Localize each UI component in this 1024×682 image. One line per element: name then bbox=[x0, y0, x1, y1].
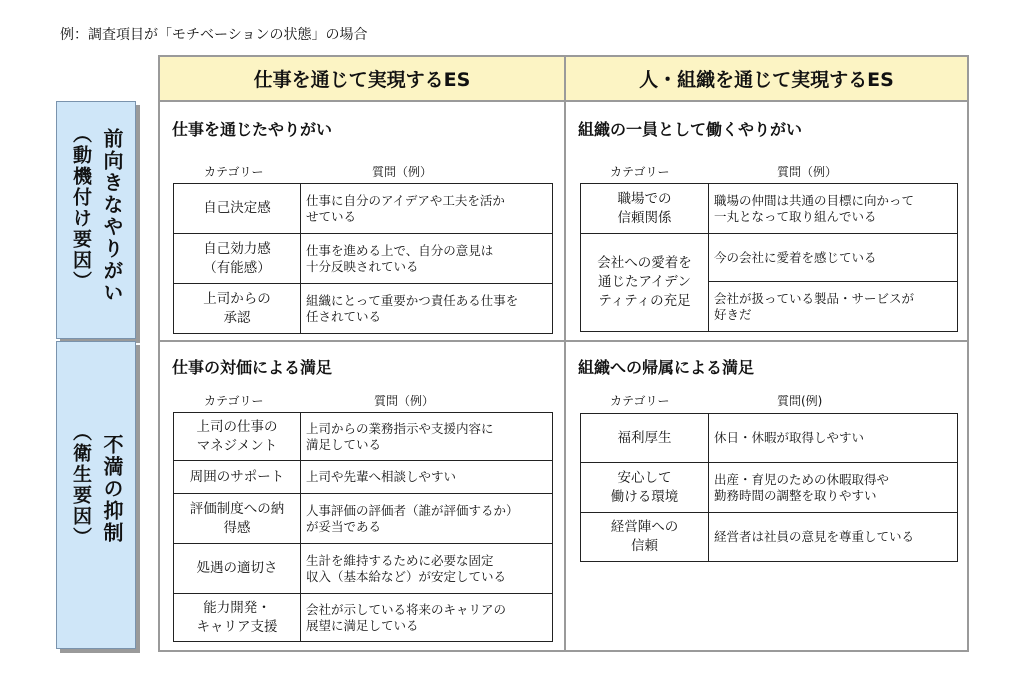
table-row bbox=[174, 234, 553, 284]
category-cell: 評価制度への納 得感 bbox=[174, 494, 301, 544]
column-header-organization: 人・組織を通じて実現するES bbox=[566, 57, 967, 102]
side-label-hygiene-sub: （衛生要因） bbox=[70, 422, 92, 548]
figure-caption: 例：調査項目が「モチベーションの状態」の場合 bbox=[60, 27, 368, 43]
table-row bbox=[581, 414, 958, 463]
table-row bbox=[581, 234, 958, 282]
column-label-category: カテゴリー bbox=[610, 394, 670, 408]
category-cell: 上司からの 承認 bbox=[174, 284, 301, 334]
category-cell: 職場での 信頼関係 bbox=[581, 184, 709, 234]
category-table bbox=[580, 413, 958, 562]
category-table bbox=[173, 412, 553, 642]
side-label-hygiene-main: 不満の抑制 bbox=[100, 434, 124, 544]
column-label-category: カテゴリー bbox=[204, 394, 264, 408]
quadrant-title: 仕事の対価による満足 bbox=[172, 358, 333, 377]
category-cell: 自己決定感 bbox=[174, 184, 301, 234]
side-label-hygiene bbox=[56, 341, 136, 649]
question-cell: 休日・休暇が取得しやすい bbox=[709, 414, 958, 463]
table-row bbox=[174, 284, 553, 334]
question-cell: 生計を維持するために必要な固定 収入（基本給など）が安定している bbox=[301, 544, 553, 594]
category-cell: 能力開発・ キャリア支援 bbox=[174, 594, 301, 642]
grid-divider-horizontal bbox=[160, 340, 967, 342]
category-cell: 福利厚生 bbox=[581, 414, 709, 463]
question-cell: 上司や先輩へ相談しやすい bbox=[301, 461, 553, 494]
column-label-category: カテゴリー bbox=[204, 165, 264, 179]
question-cell: 人事評価の評価者（誰が評価するか） が妥当である bbox=[301, 494, 553, 544]
table-row bbox=[174, 413, 553, 461]
category-cell: 安心して 働ける環境 bbox=[581, 463, 709, 513]
category-cell: 自己効力感 （有能感） bbox=[174, 234, 301, 284]
question-cell: 会社が扱っている製品・サービスが 好きだ bbox=[709, 282, 958, 332]
side-label-motivation bbox=[56, 101, 136, 339]
column-label-question: 質問（例） bbox=[372, 165, 433, 179]
category-cell: 経営陣への 信頼 bbox=[581, 513, 709, 562]
table-row bbox=[581, 513, 958, 562]
grid-divider-vertical bbox=[564, 57, 566, 650]
question-cell: 職場の仲間は共通の目標に向かって 一丸となって取り組んでいる bbox=[709, 184, 958, 234]
table-row bbox=[174, 461, 553, 494]
category-table bbox=[173, 183, 553, 334]
es-matrix bbox=[158, 55, 969, 652]
column-label-category: カテゴリー bbox=[610, 165, 670, 179]
column-header-work: 仕事を通じて実現するES bbox=[160, 57, 564, 102]
column-label-question: 質問(例) bbox=[777, 394, 823, 408]
column-label-question: 質問（例） bbox=[374, 394, 435, 408]
question-cell: 会社が示している将来のキャリアの 展望に満足している bbox=[301, 594, 553, 642]
category-cell: 処遇の適切さ bbox=[174, 544, 301, 594]
category-cell: 会社への愛着を 通じたアイデン ティティの充足 bbox=[581, 234, 709, 332]
question-cell: 上司からの業務指示や支援内容に 満足している bbox=[301, 413, 553, 461]
quadrant-title: 組織の一員として働くやりがい bbox=[578, 120, 803, 139]
question-cell: 出産・育児のための休暇取得や 勤務時間の調整を取りやすい bbox=[709, 463, 958, 513]
question-cell: 仕事を進める上で、自分の意見は 十分反映されている bbox=[301, 234, 553, 284]
quadrant-title: 組織への帰属による満足 bbox=[578, 358, 755, 377]
quadrant-title: 仕事を通じたやりがい bbox=[172, 120, 333, 139]
question-cell: 仕事に自分のアイデアや工夫を活か せている bbox=[301, 184, 553, 234]
table-row bbox=[174, 594, 553, 642]
question-cell: 今の会社に愛着を感じている bbox=[709, 234, 958, 282]
table-row bbox=[174, 494, 553, 544]
table-row bbox=[581, 463, 958, 513]
table-row bbox=[174, 184, 553, 234]
column-label-question: 質問（例） bbox=[777, 165, 838, 179]
category-cell: 周囲のサポート bbox=[174, 461, 301, 494]
question-cell: 経営者は社員の意見を尊重している bbox=[709, 513, 958, 562]
category-cell: 上司の仕事の マネジメント bbox=[174, 413, 301, 461]
table-row bbox=[174, 544, 553, 594]
side-label-motivation-sub: （動機付け要因） bbox=[70, 124, 92, 292]
side-label-motivation-main: 前向きなやりがい bbox=[100, 128, 124, 304]
question-cell: 組織にとって重要かつ責任ある仕事を 任されている bbox=[301, 284, 553, 334]
category-table bbox=[580, 183, 958, 332]
table-row bbox=[581, 184, 958, 234]
